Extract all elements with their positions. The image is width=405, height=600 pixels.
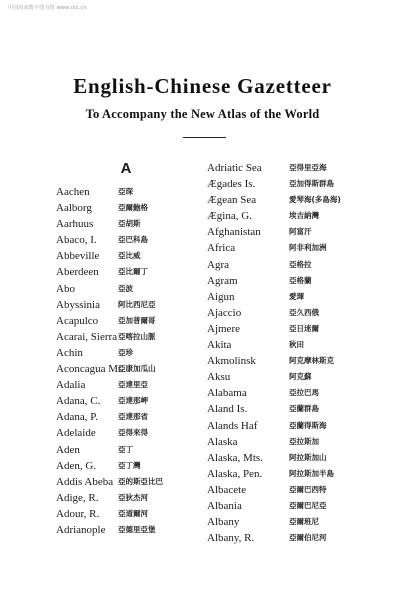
gazetteer-entry [56,522,206,538]
place-name-english: Ajmere [207,322,240,335]
gazetteer-entry [56,361,206,377]
gazetteer-entry [56,490,206,506]
place-name-chinese: 亞丁 [118,444,133,454]
place-name-chinese: 阿克摩林斯克 [289,356,334,366]
place-name-english: Afghanistan [207,226,261,239]
place-name-chinese: 亞日迷爾 [289,323,319,333]
gazetteer-entry [56,474,206,490]
gazetteer-entry [207,321,367,337]
place-name-chinese: 亞康加瓜山 [118,364,156,374]
place-name-english: Aachen [56,186,90,198]
gazetteer-entry [56,425,206,441]
place-name-chinese: 亞達那省 [118,412,148,422]
gazetteer-entry [207,192,367,208]
place-name-chinese: 亞爾巴尼亞 [289,500,327,510]
place-name-chinese: 阿克蘇 [289,372,312,382]
gazetteer-entry [207,466,367,482]
place-name-chinese: 亞胡斯 [118,219,141,229]
gazetteer-entry [56,200,206,216]
place-name-english: Addis Abeba [56,475,114,488]
place-name-english: Alaska, Pen. [207,467,263,480]
place-name-chinese: 秋田 [289,340,304,350]
gazetteer-entry [207,498,367,514]
place-name-chinese: 亞格拉 [289,259,312,269]
gazetteer-column-right [207,160,367,546]
place-name-chinese: 亞爾班尼 [289,517,319,527]
place-name-english: Albania [207,499,242,512]
section-letter: A [120,160,132,177]
place-name-chinese: 埃吉納灣 [289,211,319,221]
gazetteer-entry [207,160,367,176]
place-name-english: Aden, G. [56,459,97,472]
place-name-chinese: 阿非利加洲 [289,243,327,253]
place-name-chinese: 亞拉斯加 [289,436,319,446]
gazetteer-entry [56,458,206,474]
gazetteer-entry [207,434,367,450]
place-name-english: Adana, C. [56,395,101,408]
gazetteer-entry [56,409,206,425]
place-name-english: Alands Haf [207,419,258,432]
gazetteer-entry [56,393,206,409]
place-name-english: Adelaide [56,427,96,440]
gazetteer-entry [56,506,206,522]
gazetteer-entry [56,313,206,329]
place-name-english: Abo [56,282,75,295]
place-name-chinese: 亞琛 [118,187,133,196]
gazetteer-entry [56,264,206,280]
place-name-chinese: 亞得來得 [118,428,148,438]
place-name-english: Ægean Sea [207,194,257,207]
gazetteer-column-left [56,160,206,538]
gazetteer-entry [207,176,367,192]
gazetteer-entry [207,273,367,289]
gazetteer-entry [207,257,367,273]
place-name-chinese: 亞加得斯群島 [289,179,334,189]
place-name-chinese: 亞巴科島 [118,235,148,245]
place-name-english: Abaco, I. [56,234,97,247]
gazetteer-entry [207,353,367,369]
gazetteer-entry [207,482,367,498]
place-name-english: Albany [207,516,240,529]
title-divider [183,137,226,138]
place-name-english: Adalia [56,379,86,392]
gazetteer-entry [56,377,206,393]
place-name-chinese: 亞爾伯尼河 [289,533,327,543]
place-name-english: Aland Is. [207,403,248,416]
place-name-chinese: 亞蘭得斯海 [289,420,327,430]
place-name-english: Alaska [207,435,238,448]
place-name-english: Africa [207,242,236,255]
place-name-chinese: 亞德里亞堡 [118,524,156,534]
gazetteer-entry [207,530,367,546]
place-name-chinese: 亞爾鮑格 [118,203,148,213]
gazetteer-entry [207,208,367,224]
place-name-english: Abyssinia [56,298,100,311]
place-name-english: Adour, R. [56,507,100,520]
place-name-chinese: 愛琴海(多島海) [289,195,341,205]
gazetteer-entry [56,297,206,313]
place-name-english: Acarai, Sierra [56,330,118,343]
place-name-english: Abbeville [56,250,100,263]
place-name-english: Aarhuus [56,218,94,231]
gazetteer-entry [207,369,367,385]
place-name-english: Aden [56,443,80,456]
gazetteer-entry [207,224,367,240]
place-name-chinese: 亞爾巴西特 [289,484,327,494]
place-name-chinese: 亞格蘭 [289,275,312,285]
place-name-english: Ægina, G. [207,210,252,223]
gazetteer-entry [56,345,206,361]
watermark: 中国国家数字图书馆 www.nlc.cn [8,5,87,11]
gazetteer-entry [207,337,367,353]
place-name-english: Agram [207,274,238,287]
place-name-english: Adana, P. [56,411,98,424]
gazetteer-entry [56,232,206,248]
page-subtitle: To Accompany the New Atlas of the World [85,107,320,121]
place-name-chinese: 阿拉斯加山 [289,452,327,462]
gazetteer-entry [207,240,367,256]
place-name-english: Akmolinsk [207,355,256,368]
place-name-english: Adrianople [56,523,106,536]
place-name-chinese: 亞的斯亞比巴 [118,476,163,486]
place-name-english: Akita [207,339,232,352]
place-name-english: Alaska, Mts. [207,451,263,464]
place-name-english: Ægades Is. [207,178,256,191]
gazetteer-entry [56,216,206,232]
place-name-english: Aconcagua Mt. [56,363,124,376]
place-name-chinese: 亞得里亞海 [289,163,327,172]
place-name-chinese: 亞比爾丁 [118,267,148,277]
gazetteer-entry [56,329,206,345]
place-name-chinese: 亞道爾河 [118,508,148,518]
place-name-chinese: 亞丁灣 [118,460,141,470]
place-name-chinese: 亞拉巴馬 [289,388,319,398]
gazetteer-entry [56,442,206,458]
gazetteer-entry [207,305,367,321]
place-name-english: Acapulco [56,314,99,327]
gazetteer-entry [207,289,367,305]
gazetteer-entry [56,184,206,200]
place-name-english: Ajaccio [207,306,242,319]
gazetteer-entry [56,248,206,264]
place-name-chinese: 亞達那岬 [118,396,148,406]
place-name-english: Albany, R. [207,532,255,545]
gazetteer-entry [207,401,367,417]
page-title: English-Chinese Gazetteer [73,74,332,98]
place-name-chinese: 亞比威 [118,251,141,261]
gazetteer-entry [207,418,367,434]
place-name-english: Albacete [207,483,247,496]
place-name-chinese: 阿比西尼亞 [118,299,156,309]
place-name-chinese: 亞久西俄 [289,307,319,317]
place-name-english: Agra [207,258,229,271]
place-name-english: Aalborg [56,202,92,215]
gazetteer-entry [207,450,367,466]
place-name-english: Alabama [207,387,247,400]
place-name-english: Adriatic Sea [207,162,262,174]
place-name-chinese: 亞蘭群島 [289,404,319,414]
gazetteer-entry [207,514,367,530]
place-name-chinese: 亞珍 [118,347,133,357]
place-name-chinese: 亞狄杰河 [118,492,148,502]
place-name-chinese: 愛琿 [289,291,304,301]
place-name-english: Achin [56,346,83,359]
place-name-english: Adige, R. [56,491,99,504]
place-name-chinese: 亞喀拉山脈 [118,331,156,341]
place-name-chinese: 阿富汗 [289,227,312,237]
place-name-english: Aigun [207,290,235,303]
place-name-chinese: 阿拉斯加半島 [289,468,334,478]
gazetteer-entry [56,281,206,297]
place-name-english: Aberdeen [56,266,99,279]
place-name-chinese: 亞達里亞 [118,380,148,390]
place-name-english: Aksu [207,371,231,384]
place-name-chinese: 亞波 [118,283,133,293]
gazetteer-entry [207,385,367,401]
place-name-chinese: 亞加普爾哥 [118,315,156,325]
